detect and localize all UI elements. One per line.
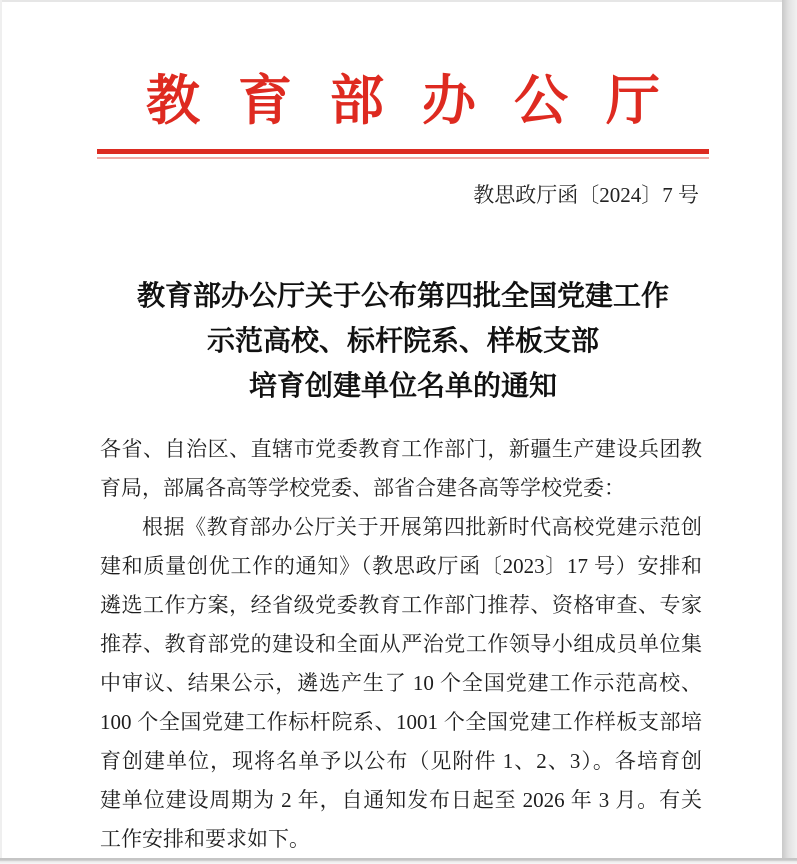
page-edge-bottom bbox=[0, 858, 797, 864]
letterhead-title-text: 教育部办公厅 bbox=[146, 71, 698, 131]
notice-title-line-1: 教育部办公厅关于公布第四批全国党建工作 bbox=[136, 281, 669, 312]
body-line-5: 遴选工作方案，经省级党委教育工作部门推荐、资格审查、专家 bbox=[100, 593, 702, 617]
body-line-11: 工作安排和要求如下。 bbox=[100, 827, 310, 851]
divider-thick-line bbox=[97, 149, 709, 154]
page-edge-top bbox=[0, 0, 797, 2]
page-edge-right bbox=[782, 0, 797, 864]
notice-body bbox=[100, 430, 702, 859]
body-line-7: 中审议、结果公示，遴选产生了 10 个全国党建工作示范高校、 bbox=[100, 671, 702, 695]
body-line-2: 育局，部属各高等学校党委、部省合建各高等学校党委： bbox=[100, 476, 625, 500]
body-line-10: 建单位建设周期为 2 年，自通知发布日起至 2026 年 3 月。有关 bbox=[100, 788, 702, 812]
body-line-6: 推荐、教育部党的建设和全面从严治党工作领导小组成员单位集 bbox=[100, 632, 702, 656]
notice-title-line-3: 培育创建单位名单的通知 bbox=[248, 371, 557, 402]
body-line-1: 各省、自治区、直辖市党委教育工作部门，新疆生产建设兵团教 bbox=[100, 437, 702, 461]
letterhead-title bbox=[97, 64, 709, 138]
document-number: 教思政厅函〔2024〕7 号 bbox=[473, 183, 699, 207]
notice-title bbox=[97, 274, 709, 409]
page-edge-left bbox=[0, 0, 2, 864]
document-content bbox=[97, 0, 709, 864]
body-line-4: 建和质量创优工作的通知》（教思政厅函〔2023〕17 号）安排和 bbox=[100, 554, 702, 578]
body-line-3: 根据《教育部办公厅关于开展第四批新时代高校党建示范创 bbox=[142, 515, 702, 539]
divider-thin-line bbox=[97, 157, 709, 159]
letterhead-divider bbox=[97, 149, 709, 159]
notice-title-line-2: 示范高校、标杆院系、样板支部 bbox=[206, 326, 599, 357]
body-line-8: 100 个全国党建工作标杆院系、1001 个全国党建工作样板支部培 bbox=[100, 710, 702, 734]
body-line-9: 育创建单位，现将名单予以公布（见附件 1、2、3）。各培育创 bbox=[100, 749, 702, 773]
